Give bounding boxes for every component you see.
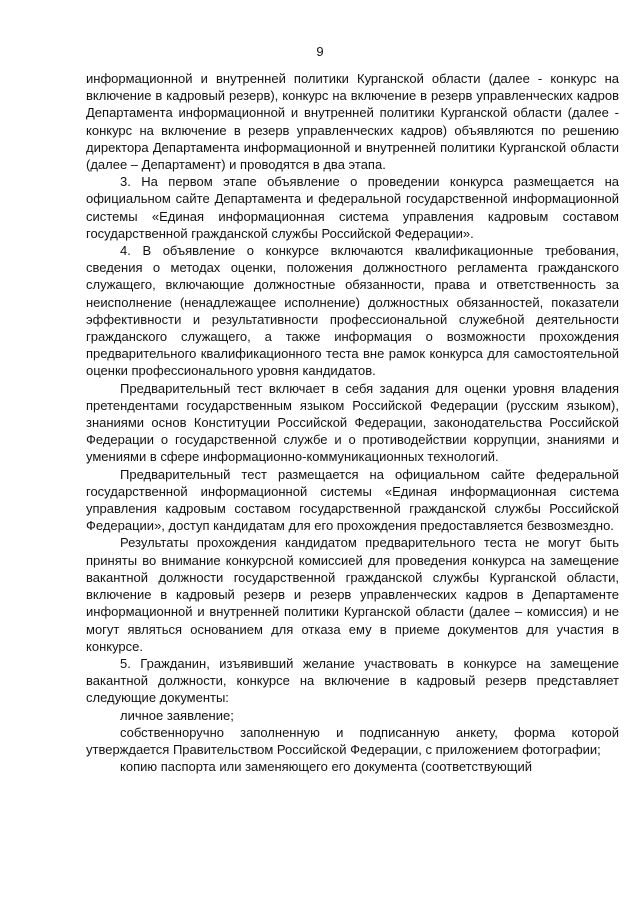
paragraph-4: Предварительный тест включает в себя задания для оценки уровня владения претендентами государственным языком Российской Федерации (русским языком), знаниями основ Конституции Российской Федерации, законодательства Российской Федерации о государственной службе и о противодействии коррупции, знаниями и умениями в сфере информационно-коммуникационных технологий.: [86, 380, 619, 465]
document-body: [86, 70, 619, 775]
paragraph-7: 5. Гражданин, изъявивший желание участвовать в конкурсе на замещение вакантной должности, конкурсе на включение в кадровый резерв представляет следующие документы:: [86, 655, 619, 706]
list-item-3: копию паспорта или заменяющего его документа (соответствующий: [120, 759, 533, 775]
list-item-1: личное заявление;: [120, 707, 234, 723]
list-item-2: собственноручно заполненную и подписанную анкету, форма которой утверждается Правительством Российской Федерации, с приложением фотографии;: [86, 724, 619, 757]
paragraph-5: Предварительный тест размещается на официальном сайте федеральной государственной информационной системы «Единая информационная система управления кадровым составом государственной гражданской службы Российской Федерации», доступ кандидатам для его прохождения предоставляется безвозмездно.: [86, 466, 619, 534]
paragraph-6: Результаты прохождения кандидатом предварительного теста не могут быть приняты во внимание конкурсной комиссией для проведения конкурса на замещение вакантной должности государственной гражданской службы Курганской области, включение в кадровый резерв и резерв управленческих кадров в Департаменте информационной и внутренней политики Курганской области (далее – комиссия) и не могут являться основанием для отказа ему в приеме документов для участия в конкурсе.: [86, 535, 619, 654]
paragraph-3: 4. В объявление о конкурсе включаются квалификационные требования, сведения о методах оценки, положения должностного регламента гражданского служащего, включающие должностные обязанности, права и ответственность за неисполнение (ненадлежащее исполнение) должностных обязанностей, показатели эффективности и результативности профессиональной служебной деятельности гражданского служащего, а также информация о возможности прохождения предварительного квалификационного теста вне рамок конкурса для самостоятельной оценки профессионального уровня кандидатов.: [86, 243, 619, 379]
paragraph-2: 3. На первом этапе объявление о проведении конкурса размещается на официальном сайте Департамента и федеральной государственной информационной системы «Единая информационная система управления кадровым составом государственной гражданской службы Российской Федерации».: [86, 174, 619, 241]
paragraph-1: информационной и внутренней политики Курганской области (далее - конкурс на включение в кадровый резерв), конкурс на включение в резерв управленческих кадров Департамента информационной и внутренней политики Курганской области (далее - конкурс на включение в резерв управленческих кадров) объявляются по решению директора Департамента информационной и внутренней политики Курганской области (далее – Департамент) и проводятся в два этапа.: [86, 71, 619, 173]
page-number: 9: [316, 44, 324, 59]
